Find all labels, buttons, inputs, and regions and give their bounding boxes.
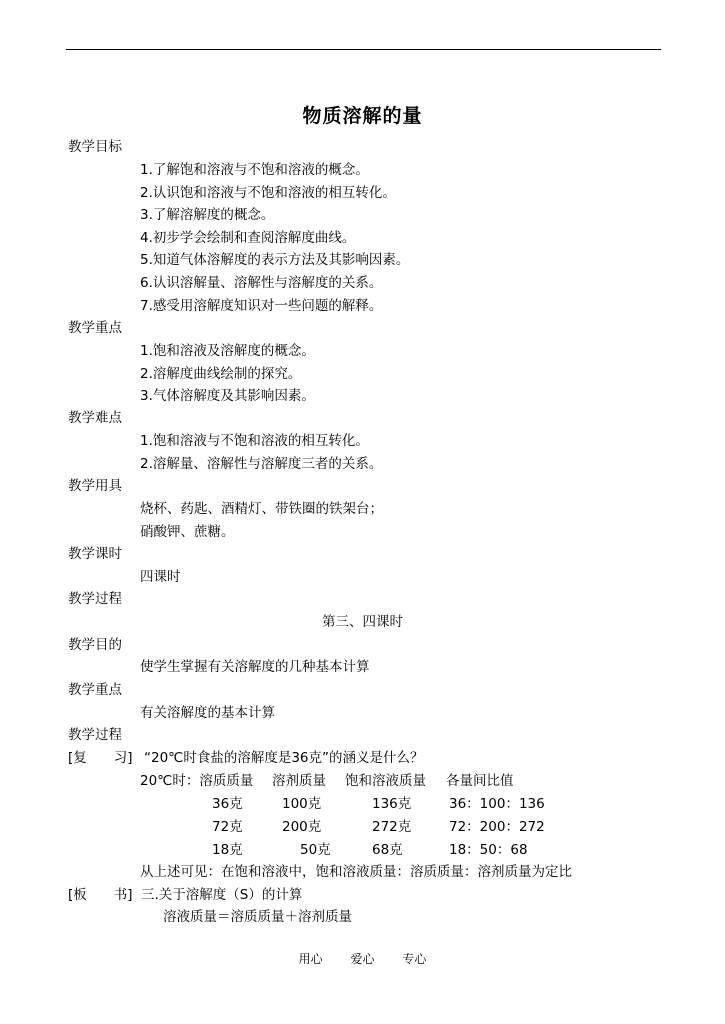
table-cell: 36克 (212, 796, 243, 812)
list-item: 2.溶解量、溶解性与溶解度三者的关系。 (140, 455, 383, 472)
hours-heading: 教学课时 (68, 546, 122, 562)
goals-list (140, 161, 409, 319)
key-points-heading: 教学重点 (68, 320, 122, 336)
table-cell: 36：100：136 (449, 796, 545, 812)
lesson-subtitle: 第三、四课时 (322, 614, 403, 630)
list-item: 3.了解溶解度的概念。 (140, 207, 275, 224)
key-points-list (140, 342, 315, 410)
table-cell: 72：200：272 (449, 819, 545, 835)
tools-heading: 教学用具 (68, 478, 122, 494)
difficulties-list (140, 432, 382, 477)
table-cell: 72克 (212, 819, 243, 835)
review-conclusion: 从上述可见：在饱和溶液中，饱和溶液质量：溶质质量：溶剂质量为定比 (140, 864, 572, 880)
list-item: 2.认识饱和溶液与不饱和溶液的相互转化。 (140, 184, 396, 201)
board-formula: 溶液质量＝溶质质量＋溶剂质量 (163, 909, 352, 925)
list-item: 6.认识溶解量、溶解性与溶解度的关系。 (140, 274, 383, 291)
table-cell: 68克 (372, 842, 403, 858)
table-header-solute: 20℃时：溶质质量 (140, 773, 254, 789)
table-cell: 272克 (372, 819, 412, 835)
tools-line: 硝酸钾、蔗糖。 (140, 524, 235, 540)
table-header-solution: 饱和溶液质量 (345, 773, 426, 789)
list-item: 1.了解饱和溶液与不饱和溶液的概念。 (140, 162, 369, 178)
table-header-ratio: 各量间比值 (446, 773, 514, 789)
table-cell: 200克 (282, 819, 322, 835)
list-item: 7.感受用溶解度知识对一些问题的解释。 (140, 297, 383, 314)
footer-word: 用心 (298, 952, 323, 966)
hours-value: 四课时 (140, 569, 181, 585)
board-text: 三.关于溶解度（S）的计算 (141, 887, 303, 903)
review-label: [复 习] (68, 750, 133, 766)
table-cell: 18克 (212, 842, 243, 858)
list-item: 5.知道气体溶解度的表示方法及其影响因素。 (140, 252, 410, 269)
process-heading: 教学过程 (68, 591, 122, 607)
list-item: 1.饱和溶液与不饱和溶液的相互转化。 (140, 433, 369, 449)
table-cell: 136克 (372, 796, 412, 812)
process2-heading: 教学过程 (68, 727, 122, 743)
difficulties-heading: 教学难点 (68, 410, 122, 426)
board-label: [板 书] (68, 887, 133, 903)
list-item: 1.饱和溶液及溶解度的概念。 (140, 343, 315, 359)
review-question: “20℃时食盐的溶解度是36克”的涵义是什么？ (144, 750, 424, 766)
list-item: 4.初步学会绘制和查阅溶解度曲线。 (140, 229, 356, 246)
goals-heading: 教学目标 (68, 139, 122, 155)
key2-heading: 教学重点 (68, 682, 122, 698)
document-title: 物质溶解的量 (302, 105, 423, 127)
table-header-solvent: 溶剂质量 (272, 773, 326, 789)
footer-word: 专心 (402, 952, 427, 966)
header-rule (66, 49, 661, 50)
tools-line: 烧杯、药匙、酒精灯、带铁圈的铁架台； (140, 501, 383, 517)
goal2-value: 使学生掌握有关溶解度的几种基本计算 (140, 659, 370, 675)
footer-word: 爱心 (350, 952, 375, 966)
page-footer (0, 950, 725, 967)
list-item: 2.溶解度曲线绘制的探究。 (140, 365, 302, 382)
list-item: 3.气体溶解度及其影响因素。 (140, 388, 315, 405)
goal2-heading: 教学目的 (68, 637, 122, 653)
table-cell: 50克 (300, 842, 331, 858)
key2-value: 有关溶解度的基本计算 (140, 705, 275, 721)
table-cell: 18：50：68 (449, 842, 528, 858)
table-cell: 100克 (282, 796, 322, 812)
